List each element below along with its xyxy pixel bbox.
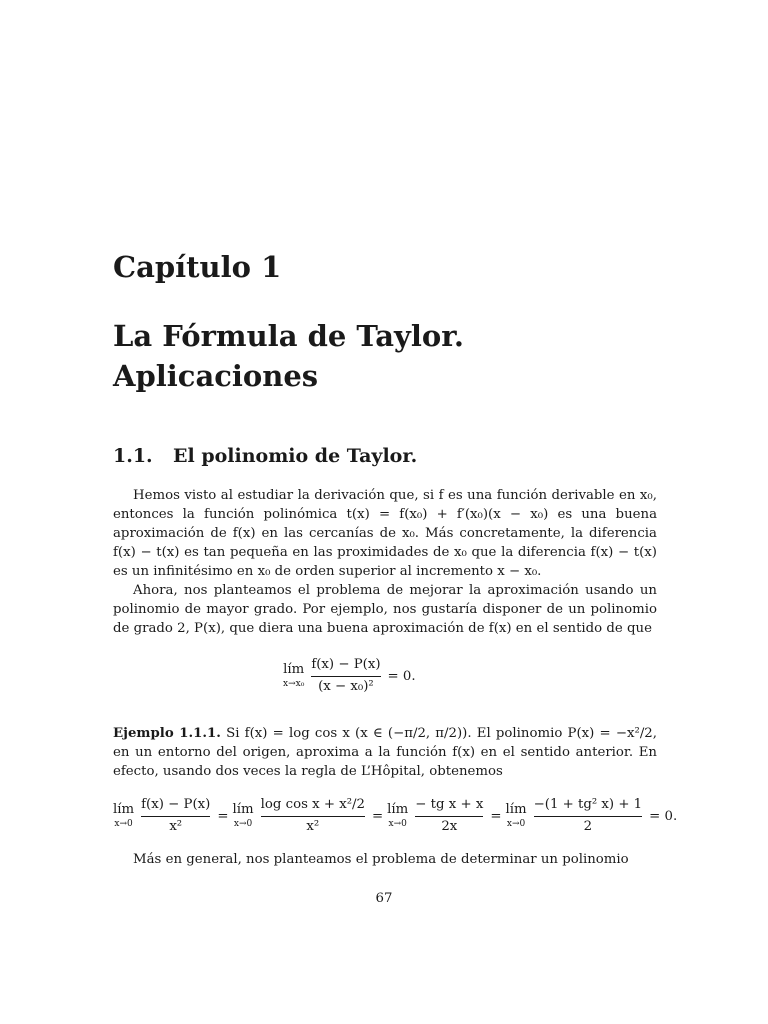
limit-subscript: x→x₀ (283, 678, 305, 689)
paragraph-general: Más en general, nos planteamos el problema de determinar un polinomio (133, 852, 629, 867)
fraction-bar (141, 816, 210, 817)
fraction-denominator: 2 (583, 818, 593, 834)
section-number: 1.1. (113, 445, 153, 467)
fraction-denominator: (x − x₀)² (318, 678, 374, 694)
equals-sign: = (217, 808, 229, 824)
limit-subscript: x→0 (506, 818, 526, 829)
fraction-denominator: 2x (441, 818, 458, 834)
fraction-numerator: log cos x + x²/2 (260, 797, 365, 812)
limit-operator (113, 803, 134, 828)
fraction-numerator: f(x) − P(x) (311, 657, 381, 672)
fraction-bar (261, 816, 365, 817)
fraction-denominator: x² (169, 818, 183, 834)
fraction-numerator: f(x) − P(x) (141, 797, 211, 812)
equals-sign: = (372, 808, 384, 824)
limit-operator (505, 803, 526, 828)
paragraph-improve: Ahora, nos planteamos el problema de mejorar la aproximación usando un polinomio de mayor grado. Por ejemplo, nos gustaría disponer de un polinomio de grado 2, P(x), que diera una buena aproximación de f(x) en el sentido de que (113, 583, 657, 636)
limit-operator (387, 803, 408, 828)
fraction-bar (415, 816, 483, 817)
limit-operator (283, 663, 304, 688)
equation-limit-example (113, 797, 681, 835)
limit-symbol: lím (283, 662, 305, 678)
section-heading (113, 445, 417, 467)
equals-sign: = (490, 808, 502, 824)
limit-operator (233, 803, 254, 828)
fraction-denominator: x² (306, 818, 320, 834)
fraction-bar (534, 816, 643, 817)
limit-subscript: x→0 (114, 818, 133, 829)
fraction (415, 797, 483, 835)
limit-subscript: x→0 (233, 818, 253, 829)
fraction (261, 797, 365, 835)
limit-symbol: lím (505, 802, 527, 818)
chapter-title-line-2: Aplicaciones (113, 359, 319, 393)
fraction-numerator: −(1 + tg² x) + 1 (533, 797, 643, 812)
chapter-heading: Capítulo 1 (113, 250, 282, 284)
chapter-title-line-1: La Fórmula de Taylor. (113, 319, 464, 353)
paragraph-intro: Hemos visto al estudiar la derivación que, si f es una función derivable en x₀, entonces la función polinómica t(x) = f(x₀) + f′(x₀)(x − x₀) es una buena aproximación de f(x) en las cercanías de x₀. Más concretamente, la diferencia f(x) − t(x) es tan pequeña en las proximidades de x₀ que la diferencia f(x) − t(x) es un infinitésimo en x₀ de orden superior al incremento x − x₀. (113, 488, 657, 579)
chapter-title (113, 316, 464, 396)
limit-symbol: lím (113, 802, 135, 818)
example-label: Ejemplo 1.1.1. (113, 726, 221, 741)
fraction-bar (311, 676, 380, 677)
equation-rhs: = 0. (649, 808, 678, 824)
section-title: El polinomio de Taylor. (173, 445, 418, 467)
fraction-numerator: − tg x + x (415, 797, 484, 812)
limit-symbol: lím (387, 802, 409, 818)
equation-limit-taylor (283, 657, 420, 695)
example-paragraph (113, 724, 657, 781)
limit-symbol: lím (232, 802, 254, 818)
fraction (311, 657, 380, 695)
limit-subscript: x→0 (388, 818, 407, 829)
fraction (141, 797, 210, 835)
example-text: Si f(x) = log cos x (x ∈ (−π/2, π/2)). El polinomio P(x) = −x²/2, en un entorno del origen, aproxima a la función f(x) en el sentido anterior. En efecto, usando dos veces la regla de L’Hôpital, obtenemos (113, 726, 657, 779)
equation-rhs: = 0. (387, 668, 416, 684)
fraction (534, 797, 643, 835)
page-number: 67 (375, 891, 393, 906)
